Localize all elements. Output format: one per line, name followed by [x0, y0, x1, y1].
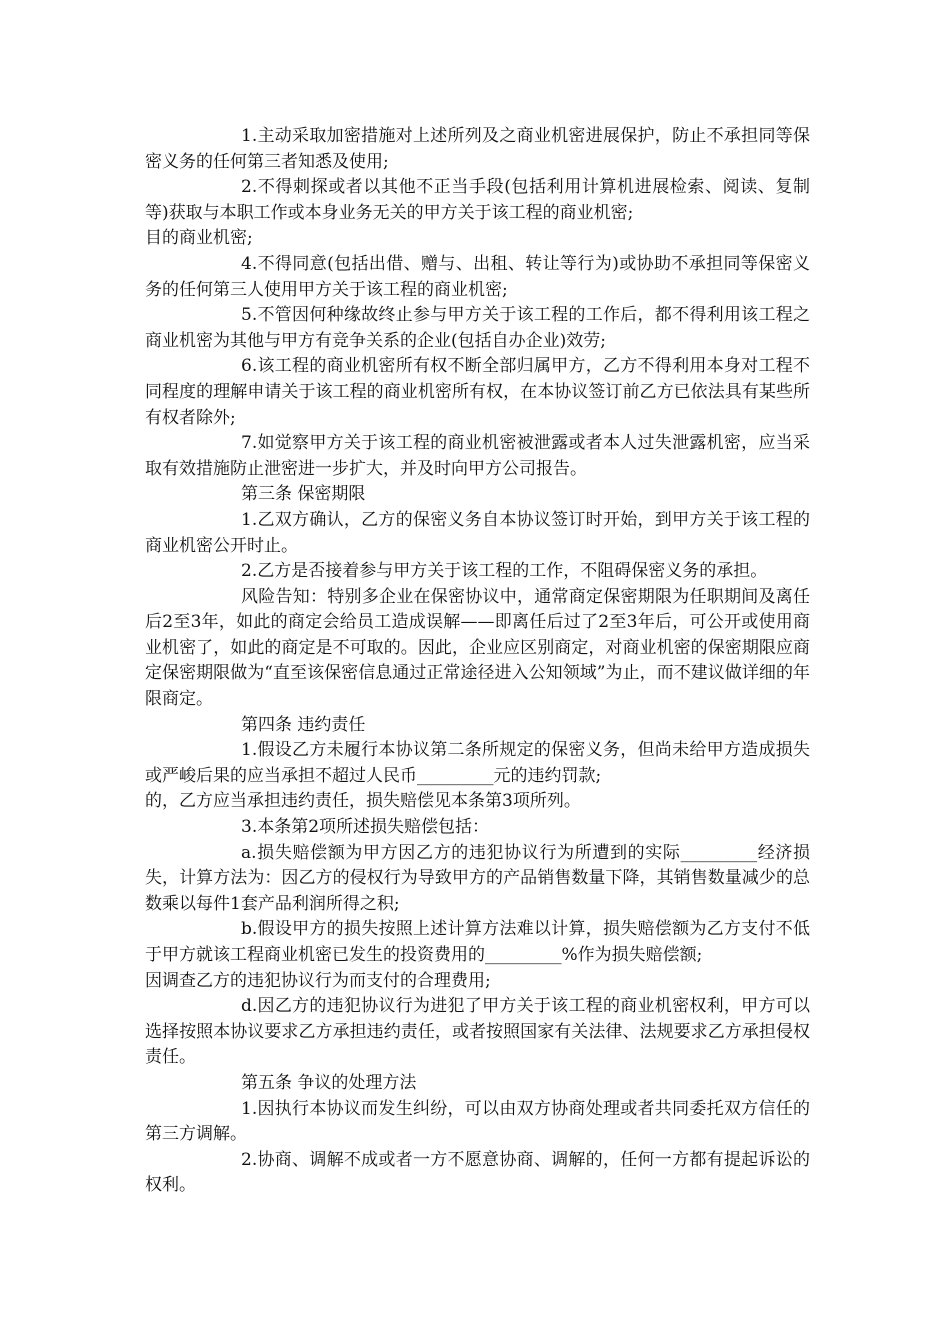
section-heading-article-4: 第四条 违约责任	[241, 714, 366, 735]
clause-3-item-1: 1.乙双方确认，乙方的保密义务自本协议签订时开始，到甲方关于该工程的商业机密公开时止。	[145, 509, 810, 556]
clause-4-item-3b: b.假设甲方的损失按照上述计算方法难以计算，损失赔偿额为乙方支付不低于甲方就该工程商业机密已发生的投资费用的_________%作为损失赔偿额;	[145, 919, 810, 965]
section-heading-article-3: 第三条 保密期限	[241, 484, 366, 505]
clause-5-item-1: 1.因执行本协议而发生纠纷，可以由双方协商处理或者共同委托双方信任的第三方调解。	[145, 1098, 810, 1145]
risk-notice: 风险告知：特别多企业在保密协议中，通常商定保密期限为任职期间及离任后2至3年，如此的商定会给员工造成误解——即离任后过了2至3年后，可公开或使用商业机密了，如此的商定是不可取的。因此，企业应区别商定，对商业机密的保密期限应商定保密期限做为“直至该保密信息通过正常途径进入公知领域”为止，而不建议做详细的年限商定。	[145, 586, 810, 710]
clause-3-item-2: 2.乙方是否接着参与甲方关于该工程的工作，不阻碍保密义务的承担。	[241, 561, 768, 582]
clause-2-item-3-fragment: 目的商业机密;	[145, 228, 253, 249]
clause-5-item-2: 2.协商、调解不成或者一方不愿意协商、调解的，任何一方都有提起诉讼的权利。	[145, 1149, 810, 1196]
clause-2-item-2: 2.不得刺探或者以其他不正当手段(包括利用计算机进展检索、阅读、复制等)获取与本职工作或本身业务无关的甲方关于该工程的商业机密;	[145, 177, 810, 223]
clause-2-item-5: 5.不管因何种缘故终止参与甲方关于该工程的工作后，都不得利用该工程之商业机密为其他与甲方有竞争关系的企业(包括自办企业)效劳;	[145, 305, 810, 351]
clause-2-item-4: 4.不得同意(包括出借、赠与、出租、转让等行为)或协助不承担同等保密义务的任何第三人使用甲方关于该工程的商业机密;	[145, 253, 810, 300]
section-heading-article-5: 第五条 争议的处理方法	[241, 1072, 417, 1093]
clause-4-item-1: 1.假设乙方未履行本协议第二条所规定的保密义务，但尚未给甲方造成损失或严峻后果的应当承担不超过人民币_________元的违约罚款;	[145, 740, 810, 786]
clause-2-item-1: 1.主动采取加密措施对上述所列及之商业机密进展保护，防止不承担同等保密义务的任何第三者知悉及使用;	[145, 126, 810, 172]
clause-4-item-2-fragment: 的，乙方应当承担违约责任，损失赔偿见本条第3项所列。	[145, 791, 581, 812]
clause-4-item-3c-fragment: 因调查乙方的违犯协议行为而支付的合理费用;	[145, 970, 491, 991]
clause-4-item-3: 3.本条第2项所述损失赔偿包括：	[241, 817, 490, 838]
clause-2-item-6: 6.该工程的商业机密所有权不断全部归属甲方，乙方不得利用本身对工程不同程度的理解申请关于该工程的商业机密所有权，在本协议签订前乙方已依法具有某些所有权者除外;	[145, 356, 810, 428]
document-page	[145, 124, 810, 1199]
clause-2-item-7: 7.如觉察甲方关于该工程的商业机密被泄露或者本人过失泄露机密，应当采取有效措施防止泄密进一步扩大，并及时向甲方公司报告。	[145, 433, 810, 479]
clause-4-item-3a: a.损失赔偿额为甲方因乙方的违犯协议行为所遭到的实际_________经济损失，计算方法为：因乙方的侵权行为导致甲方的产品销售数量下降，其销售数量减少的总数乘以每件1套产品利润所得之积;	[145, 842, 810, 914]
clause-4-item-3d: d.因乙方的违犯协议行为进犯了甲方关于该工程的商业机密权利，甲方可以选择按照本协议要求乙方承担违约责任，或者按照国家有关法律、法规要求乙方承担侵权责任。	[145, 996, 810, 1068]
